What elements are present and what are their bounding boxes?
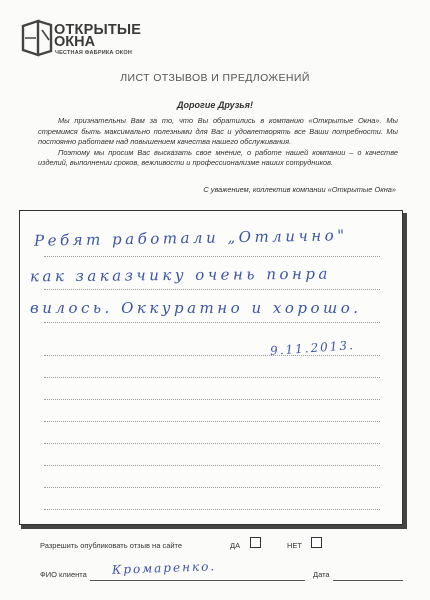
greeting: Дорогие Друзья! [177, 100, 253, 110]
writing-line [44, 322, 380, 323]
intro-text [38, 116, 398, 169]
company-logo [20, 18, 170, 66]
signoff: С уважением, коллектив компании «Открытые Окна» [203, 185, 396, 194]
writing-line [44, 443, 380, 444]
handwritten-line-1: Ребят работали „Отлично" [33, 226, 348, 250]
writing-line [44, 256, 380, 257]
handwritten-line-3: вилось. Оккуратно и хорошо. [30, 299, 362, 317]
handwritten-date: 9.11.2013. [269, 338, 356, 358]
writing-line [44, 487, 380, 488]
yes-label: ДА [230, 541, 241, 550]
logo-tagline: ЧЕСТНАЯ ФАБРИКА ОКОН [55, 50, 132, 56]
logo-text-line2: ОКНА [54, 34, 96, 50]
writing-line [44, 509, 380, 510]
no-label: НЕТ [287, 541, 302, 550]
no-checkbox[interactable] [311, 537, 322, 548]
writing-line [44, 399, 380, 400]
publish-permission-label: Разрешить опубликовать отзыв на сайте [40, 541, 183, 550]
date-label: Дата [313, 570, 330, 579]
date-underline[interactable] [333, 580, 403, 581]
feedback-textarea[interactable] [19, 210, 403, 525]
intro-paragraph-1: Мы признательны Вам за то, что Вы обратились в компанию «Открытые Окна». Мы стремимся быть максимально полезными для Вас и удовлетворять все Ваши потребности. Мы постоянно работаем над повышением качества нашего обслуживания. [38, 116, 398, 147]
logo-text-line1: ОТКРЫТЫЕ [54, 22, 142, 38]
writing-line [44, 355, 380, 356]
writing-line [44, 421, 380, 422]
window-logo-icon [20, 18, 54, 58]
client-name-value[interactable]: Кромаренко. [111, 559, 217, 577]
writing-line [44, 465, 380, 466]
client-name-underline [90, 580, 305, 581]
intro-paragraph-2: Поэтому мы просим Вас высказать свое мнение, о работе нашей компании – о качестве изделий, выполнении сроков, вежливости и профессионализме наших сотрудников. [38, 147, 398, 168]
client-name-label: ФИО клиента [40, 570, 87, 579]
form-title: ЛИСТ ОТЗЫВОВ И ПРЕДЛОЖЕНИЙ [120, 72, 310, 84]
yes-checkbox[interactable] [250, 537, 261, 548]
handwritten-line-2: как заказчику очень понра [29, 264, 331, 286]
writing-line [44, 289, 380, 290]
writing-line [44, 377, 380, 378]
